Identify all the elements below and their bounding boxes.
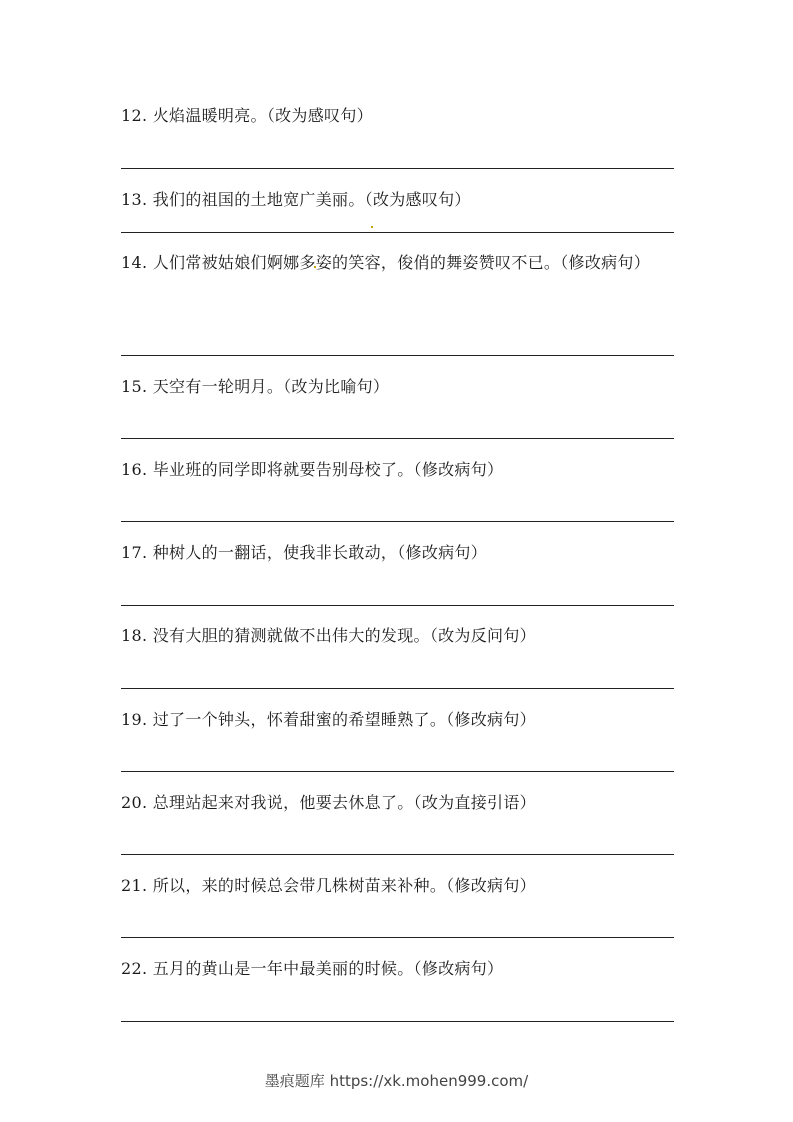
question-15: 15. 天空有一轮明月。（改为比喻句） xyxy=(121,377,390,396)
answer-line-12[interactable] xyxy=(121,168,674,169)
question-16: 16. 毕业班的同学即将就要告别母校了。（修改病句） xyxy=(121,460,504,479)
answer-line-21[interactable] xyxy=(121,937,674,938)
answer-line-14[interactable] xyxy=(121,355,674,356)
question-17: 17. 种树人的一翻话，使我非长敢动，（修改病句） xyxy=(121,543,488,562)
answer-line-15[interactable] xyxy=(121,438,674,439)
stray-mark xyxy=(371,226,373,228)
answer-line-17[interactable] xyxy=(121,605,674,606)
question-19: 19. 过了一个钟头，怀着甜蜜的希望睡熟了。（修改病句） xyxy=(121,710,536,729)
answer-line-20[interactable] xyxy=(121,854,674,855)
answer-line-16[interactable] xyxy=(121,521,674,522)
question-21: 21. 所以，来的时候总会带几株树苗来补种。（修改病句） xyxy=(121,876,536,895)
question-14: 14. 人们常被姑娘们婀娜多姿的笑容，俊俏的舞姿赞叹不已。（修改病句） xyxy=(121,253,651,272)
answer-line-18[interactable] xyxy=(121,688,674,689)
question-13: 13. 我们的祖国的土地宽广美丽。（改为感叹句） xyxy=(121,190,471,209)
question-22: 22. 五月的黄山是一年中最美丽的时候。（修改病句） xyxy=(121,959,504,978)
footer-watermark: 墨痕题库 https://xk.mohen999.com/ xyxy=(264,1072,529,1090)
answer-line-13[interactable] xyxy=(121,232,674,233)
question-18: 18. 没有大胆的猜测就做不出伟大的发现。（改为反问句） xyxy=(121,626,536,645)
question-20: 20. 总理站起来对我说，他要去休息了。（改为直接引语） xyxy=(121,793,536,812)
answer-line-19[interactable] xyxy=(121,771,674,772)
answer-line-22[interactable] xyxy=(121,1021,674,1022)
question-12: 12. 火焰温暖明亮。（改为感叹句） xyxy=(121,106,373,125)
